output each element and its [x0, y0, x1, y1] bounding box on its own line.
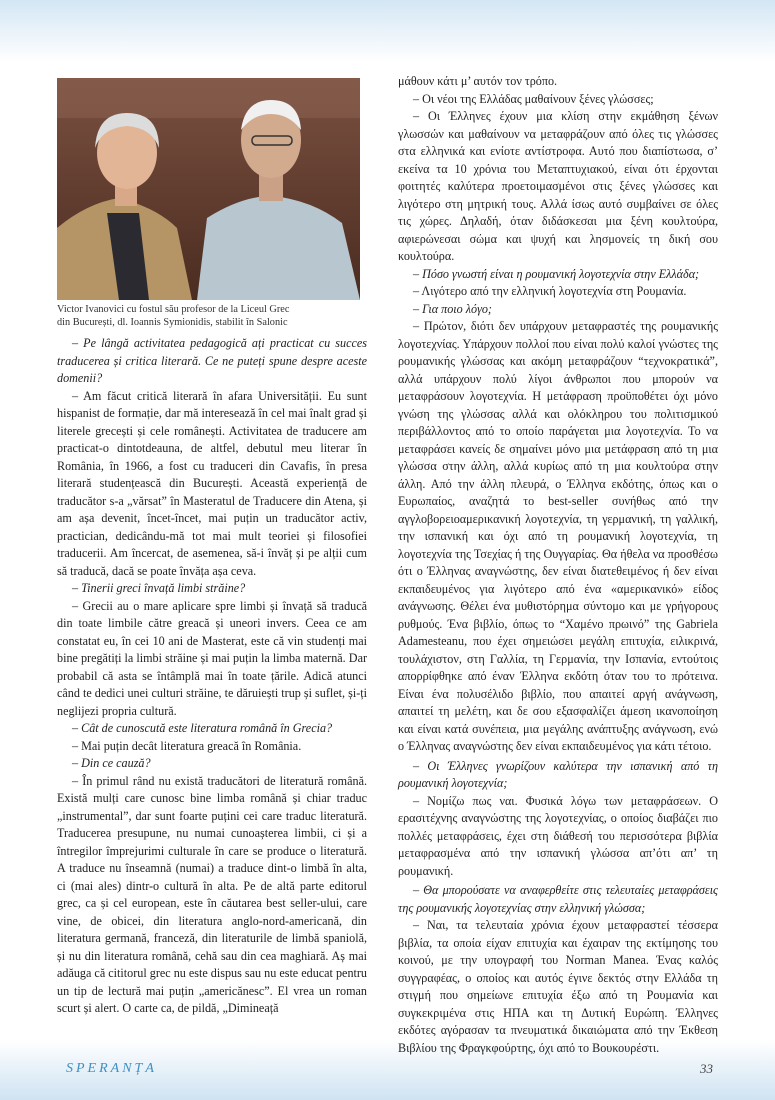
caption-line: din București, dl. Ioannis Symionidis, stabilit în Salonic [57, 316, 288, 328]
photo-illustration [57, 78, 360, 300]
paragraph: μάθουν κάτι μ’ αυτόν τον τρόπο. [398, 74, 558, 88]
paragraph: – În primul rând nu există traducători de literatură română. Există mulți care cunosc bine limba română și chiar traduc „instrumental”, dar sunt foarte puțini cei care traduc literatură. Traducerea presupune, nu numai cunoașterea limbii, ci și a întregilor împrejurimi culturale în care se produce o literatură. A traduce nu înseamnă (numai) a traduce dint-o limbă în alta, ci (mai ales) dintr-o cultură în alta. Pe de altă parte editorul grec, ca și cel european, este în căutarea best seller-ului, care vine, de obicei, din literatura anglo-nord-americană, din literatura germană, franceză, din literaturile de limbă spaniolă, și nu din literatura română, cehă sau din cea maghiară. Aș mai adăuga că cititorul grec nu este dispus sau nu este educat pentru un tip de lectură mai puțin „americănesc”. El vrea un roman scurt și alert. O carte ca, de pildă, „Dimineață [57, 773, 367, 1015]
left-text-column [57, 335, 367, 1018]
paragraph: – Cât de cunoscută este literatura română în Grecia? [72, 721, 333, 735]
photo [57, 78, 360, 300]
paragraph: – Οι Έλληνες έχουν μια κλίση στην εκμάθηση ξένων γλωσσών και μαθαίνουν να μεταφράζουν από όλες τις γλώσσες στα ελληνικά και ενίοτε αντίστροφα. Αυτό που διαπίστωσα, σ’ εκείνα τα 10 χρόνια του Μεταπτυχιακού, είναι ότι έρχονται φοιτητές καλύτερα προετοιμασμένοι στις ξένες γλώσσες και λιγότερο στη μητρική τους. Αλλά ίσως αυτό συμβαίνει σε όλες τις χώρες. Δηλαδή, όταν διδάσκεσαι μια ξένη κουλτούρα, αφιερώνεσαι σώμα και ψυχή και λησμονείς τη δική σου κουλτούρα. [398, 109, 718, 263]
page-number: 33 [700, 1061, 713, 1076]
paragraph: – Λιγότερο από την ελληνική λογοτεχνία στη Ρουμανία. [413, 284, 687, 298]
paragraph: – Ναι, τα τελευταία χρόνια έχουν μεταφραστεί τέσσερα βιβλία, τα οποία είχαν επιτυχία και έχαιραν της εκτίμησης του κοινού, με την υπογραφή του Norman Manea. Ένας καλός συγγραφέας, ο οποίος και αυτός έγινε δεκτός στην Ελλάδα τη στιγμή που σημείωνε επιτυχία έξω από τη Ρουμανία και συγκεκριμένα στις ΗΠΑ και τη Δυτική Ευρώπη. Έλληνες εκδότες αγόρασαν τα πνευματικά δικαιώματα από την Έκθεση Βιβλίου της Φραγκφούρτης, όχι από το Βουκουρέστι. [398, 918, 718, 1055]
paragraph: – Grecii au o mare aplicare spre limbi și învață să traducă din toate limbile către greacă și uneori invers. Ceea ce am constatat eu, în cei 10 ani de Masterat, este că vin studenți mai bine pregătiți la limbi străine și mai puțin la limba maternă. Dar probabil că asta se întâmplă mai în toate țările. Adică atunci când te dedici unei culturi străine, te dăruiești trup și suflet, și-ți neglijezi propria cultură. [57, 598, 367, 718]
paragraph: – Οι νέοι της Ελλάδας μαθαίνουν ξένες γλώσσες; [413, 91, 654, 106]
paragraph: – Θα μπορούσατε να αναφερθείτε στις τελευταίες μεταφράσεις της ρουμανικής λογοτεχνίας στην ελληνική γλώσσα; [398, 883, 718, 915]
paragraph: – Πρώτον, διότι δεν υπάρχουν μεταφραστές της ρουμανικής λογοτεχνίας. Υπάρχουν πολλοί που είναι πολύ καλοί γνώστες της ρουμανικής γλώσσας και ακόμη μεταφράζουν “τεχνοκρατικά”, αλλά υπάρχουν πολύ λίγοι άνθρωποι που μπορούν να μεταφράσουν λογοτεχνία. Η μετάφραση προϋποθέτει όχι μόνο γνώση της γλώσσας αλλά και ολόκληρου του πολιτισμικού περιβάλλοντος από το οποίο παράγεται μια λογοτεχνία. Το να μεταφράσει κανείς δε σημαίνει μόνο μια μετάφραση από τη μια γλώσσα στην άλλη, αλλά κυρίως από τη μια κουλτούρα στην άλλη. Από την άλλη πλευρά, ο Έλληνα εκδότης, όπως και ο Ευρωπαίος, αναζητά το best-seller συνήθως από την αγγλοβορειοαμερικανική λογοτεχνία, τη γερμανική, τη γαλλική, την ισπανική και όχι από τη ρουμανική λογοτεχνία, τη λογοτεχνία της Τσεχίας ή της Ουγγαρίας. Θα ήθελα να προσθέσω ότι ο Έλληνας αναγνώστης, δεν είναι διατεθειμένος ή δεν είναι εκπαιδευμένος για λιγότερο από ένα «αμερικανικό» είδος ανάγνωσης. Θέλει ένα μυθιστόρημα σύντομο και με γρήγορους ρυθμούς. Ένα βιβλίο, όπως το “Χαμένο πρωινό” της Gabriela Adamesteanu, που έχει σημειώσει μεγάλη επιτυχία, ειλικρινά, τουλάχιστον, στη Γαλλία, τη Γερμανία, την Ισπανία, εντούτοις απορρίφθηκε από έναν Έλληνα εκδότη όταν του το πρότεινα. Είναι ένα πολυσέλιδο βιβλίο, που απαιτεί αργή ανάγνωση, απαιτεί τη μελέτη, και δε σου εξασφαλίζει άμεση ικανοποίηση και είναι κατά συνέπεια, μια μεγάλης ανάπτυξης ανάγνωση, ενώ ο Έλληνας αναγνώστης δεν είναι εκπαιδευμένος για κάτι τέτοιο. [398, 319, 718, 753]
top-gradient-band [0, 0, 775, 62]
right-text-column [398, 73, 718, 1057]
paragraph: – Pe lângă activitatea pedagogică ați practicat cu succes traducerea și critica literară. Ce ne puteți spune despre aceste domenii? [57, 336, 367, 385]
paragraph: – Για ποιο λόγο; [413, 301, 492, 316]
paragraph: – Οι Έλληνες γνωρίζουν καλύτερα την ισπανική από τη ρουμανική λογοτεχνία; [398, 758, 718, 790]
photo-caption [57, 304, 367, 329]
paragraph: – Din ce cauză? [72, 756, 151, 770]
paragraph: – Mai puțin decât literatura greacă în România. [72, 738, 302, 753]
paragraph: – Am făcut critică literară în afara Universității. Eu sunt hispanist de formație, dar mă interesează în cel mai înalt grad și literele grecești și cele românești. Activitatea de traducere am practicat-o dintotdeauna, de altfel, debutul meu literar în România, în 1966, a fost cu traduceri din Cavafis, în presa literară studențească din București. Această experiență de traducător s-a „vărsat” în Masteratul de Traducere din Atena, și am așa devenit, încet-încet, mai puțin un traducător activ, practician, dedicându-mă tot mai mult teoriei și filosofiei traducerii. Am încercat, de asemenea, să-i învăț și pe alții cum să traducă, dacă se poate învăța așa ceva. [57, 388, 367, 578]
caption-line: Victor Ivanovici cu fostul său profesor de la Liceul Grec [57, 304, 290, 315]
paragraph: – Νομίζω πως ναι. Φυσικά λόγω των μεταφράσεων. Ο ερασιτέχνης αναγνώστης της λογοτεχνίας, ο οποίος διαβάζει πιο πολλές μεταφράσεις, έχει στη διάθεσή του περισσότερα βιβλία μεταφρασμένα από την ισπανική γλώσσα απ’ότι απ’ τη ρουμανική. [398, 793, 718, 878]
paragraph: – Πόσο γνωστή είναι η ρουμανική λογοτεχνία στην Ελλάδα; [413, 266, 700, 281]
magazine-title: SPERANȚA [66, 1061, 157, 1076]
paragraph: – Tinerii greci învață limbi străine? [72, 581, 246, 595]
